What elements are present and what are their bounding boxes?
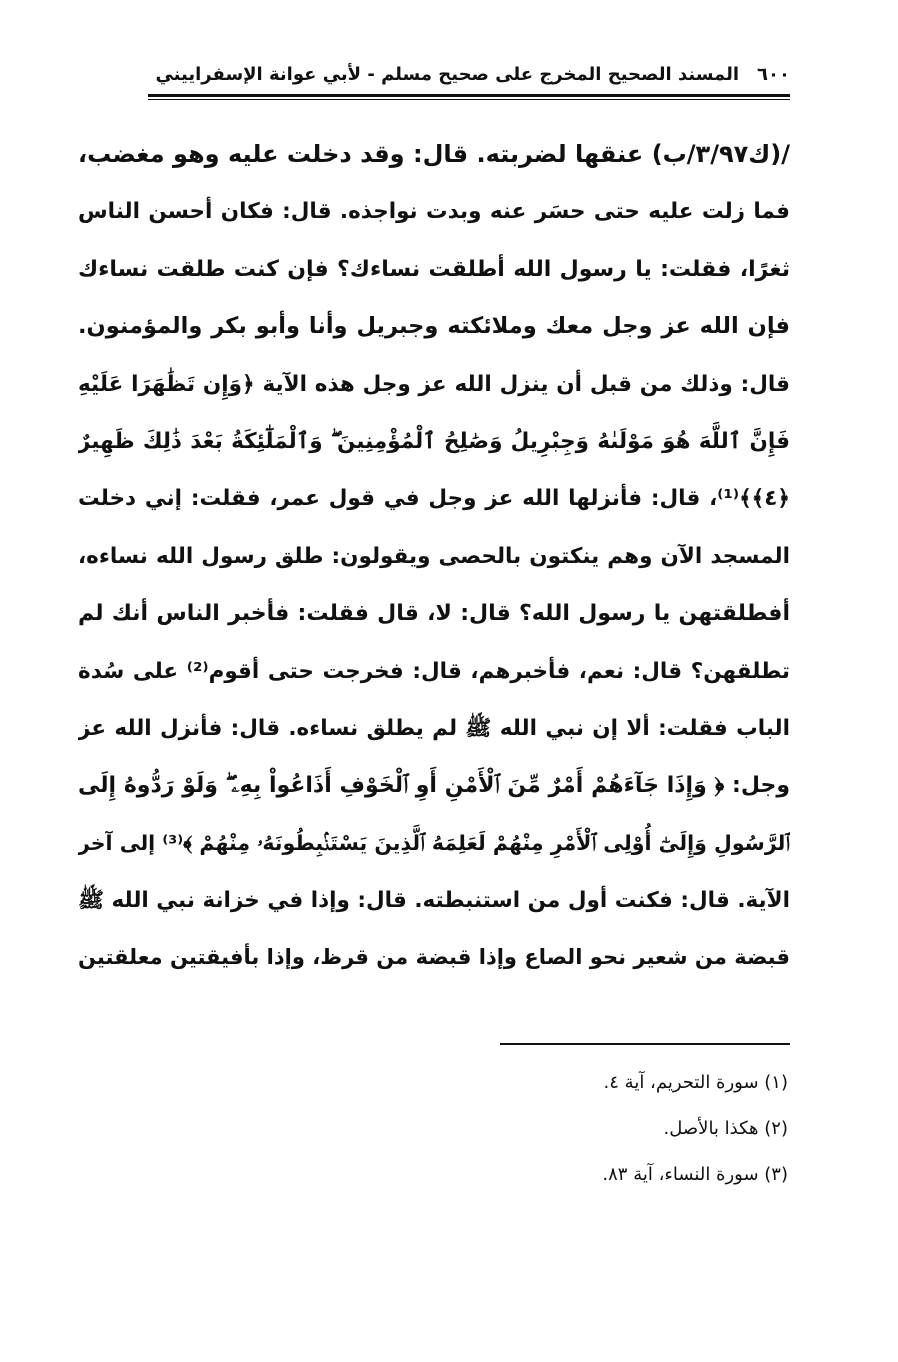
text-line: ثغرًا، فقلت: يا رسول الله أطلقت نساءك؟ فإن كنت طلقت نساءك <box>78 256 790 282</box>
quran-verse-line: ٱلرَّسُولِ وَإِلَىٰٓ أُوْلِى ٱلْأَمْرِ مِنْهُمْ لَعَلِمَهُ ٱلَّذِينَ يَسْتَنۢبِطُونَهُۥ مِنْهُمْ ﴾⁽³⁾ إلى آخر <box>78 830 790 855</box>
text-line: تطلقهن؟ قال: نعم، فأخبرهم، قال: فخرجت حتى أقوم⁽²⁾ على سُدة <box>78 658 790 684</box>
header-divider <box>148 94 790 97</box>
footnotes <box>400 1064 788 1202</box>
header-divider-thin <box>148 99 790 100</box>
text-line: فإن الله عز وجل معك وملائكته وجبريل وأنا وأبو بكر والمؤمنون. <box>78 313 790 340</box>
text-line: أفطلقتهن يا رسول الله؟ قال: لا، قال فقلت: فأخبر الناس أنك لم <box>78 601 790 627</box>
text-line: ﴿٤﴾﴾⁽¹⁾، قال: فأنزلها الله عز وجل في قول عمر، فقلت: إني دخلت <box>78 486 790 512</box>
book-title: المسند الصحيح المخرج على صحيح مسلم - لأبي عوانة الإسفراييني <box>155 63 740 85</box>
text-line: الآية. قال: فكنت أول من استنبطته. قال: وإذا في خزانة نبي الله ﷺ <box>78 888 790 914</box>
footnote-2: (٢) هكذا بالأصل. <box>663 1118 788 1139</box>
text-line: /(ك٣/٩٧/ب) عنقها لضربته. قال: وقد دخلت عليه وهو مغضب، <box>78 140 790 168</box>
quran-verse-line: فَإِنَّ ٱللَّهَ هُوَ مَوْلَىٰهُ وَجِبْرِيلُ وَصَٰلِحُ ٱلْمُؤْمِنِينَ ۖ وَٱلْمَلَٰٓئِكَةُ بَعْدَ ذَٰلِكَ ظَهِيرٌ <box>78 428 790 454</box>
footnote-1: (١) سورة التحريم، آية ٤. <box>603 1072 788 1093</box>
text-line: الباب فقلت: ألا إن نبي الله ﷺ لم يطلق نساءه. قال: فأنزل الله عز <box>78 715 790 741</box>
main-text <box>78 126 790 987</box>
footnote-divider <box>500 1043 790 1045</box>
text-line: قال: وذلك من قبل أن ينزل الله عز وجل هذه الآية ﴿وَإِن تَظَٰهَرَا عَلَيْهِ <box>78 371 790 397</box>
quran-verse-line: وجل: ﴿ وَإِذَا جَآءَهُمْ أَمْرٌ مِّنَ ٱلْأَمْنِ أَوِ ٱلْخَوْفِ أَذَاعُواْ بِهِۦ ۖ وَلَوْ رَدُّوهُ إِلَى <box>78 773 790 799</box>
text-line: قبضة من شعير نحو الصاع وإذا قبضة من قرظ، وإذا بأفيقتين معلقتين <box>78 945 790 970</box>
text-line: المسجد الآن وهم ينكتون بالحصى ويقولون: طلق رسول الله نساءه، <box>78 543 790 569</box>
page-number: ٦٠٠ <box>757 63 790 85</box>
footnote-3: (٣) سورة النساء، آية ٨٣. <box>602 1164 788 1185</box>
running-header <box>150 58 790 90</box>
text-line: فما زلت عليه حتى حسَر عنه وبدت نواجذه. قال: فكان أحسن الناس <box>78 199 790 225</box>
